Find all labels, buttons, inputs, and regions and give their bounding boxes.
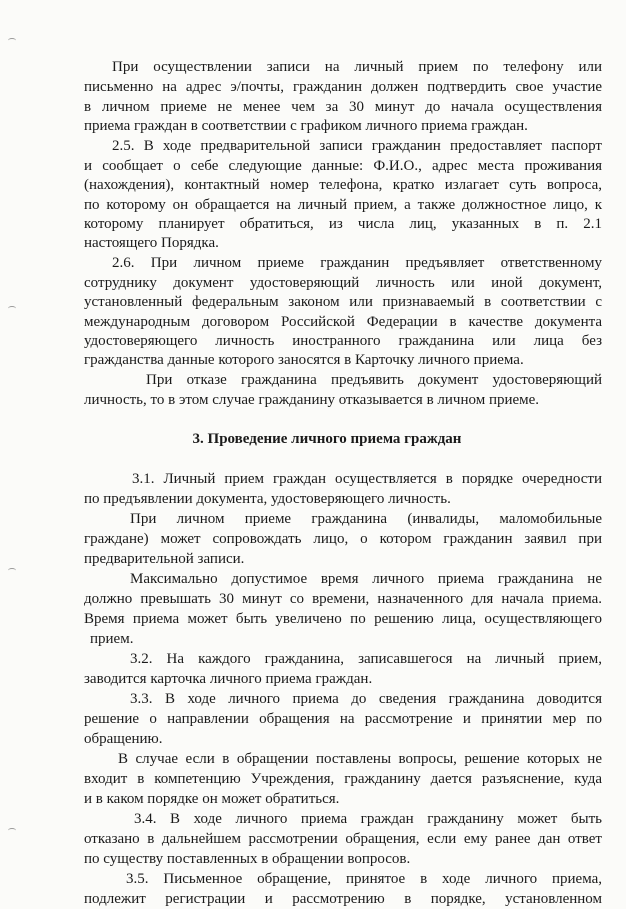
paragraph-line: и в каком порядке он может обратиться. xyxy=(84,791,340,807)
paragraph-line: 2.6. При личном приеме гражданин предъявляет ответственному xyxy=(112,255,602,271)
paragraph-line: граждане) может сопровождать лицо, о котором гражданин заявил при xyxy=(84,531,602,547)
paragraph-line: предварительной записи. xyxy=(84,551,245,567)
paragraph-line: отказано в дальнейшем рассмотрении обращения, если ему ранее дан ответ xyxy=(84,831,602,847)
paragraph-line: и сообщает о себе следующие данные: Ф.И.О., адрес места проживания xyxy=(84,158,602,174)
paragraph-line: удостоверяющего личность иностранного гражданина или лица без xyxy=(84,333,602,349)
paragraph-line: входит в компетенцию Учреждения, гражданину дается разъяснение, куда xyxy=(84,771,602,787)
paragraph-line: по предъявлении документа, удостоверяющего личность. xyxy=(84,491,451,507)
paragraph-line: При личном приеме гражданина (инвалиды, маломобильные xyxy=(130,511,602,527)
paragraph-line: При отказе гражданина предъявить документ удостоверяющий xyxy=(146,372,602,388)
paragraph-line: 3.2. На каждого гражданина, записавшегося на личный прием, xyxy=(130,651,602,667)
paragraph-line: по существу поставленных в обращении вопросов. xyxy=(84,851,411,867)
paragraph-line: международным договором Российской Федерации в качестве документа xyxy=(84,314,602,330)
paragraph-line: письменно на адрес э/почты, гражданин должен подтвердить свое участие xyxy=(84,79,602,95)
binder-hole-mark xyxy=(8,38,16,43)
paragraph-line: настоящего Порядка. xyxy=(84,235,219,251)
paragraph-line: 3.3. В ходе личного приема до сведения гражданина доводится xyxy=(130,691,602,707)
paragraph-line: 2.5. В ходе предварительной записи гражданин предоставляет паспорт xyxy=(112,138,602,154)
paragraph-line: 3.1. Личный прием граждан осуществляется в порядке очередности xyxy=(132,471,602,487)
paragraph-line: Максимально допустимое время личного приема гражданина не xyxy=(130,571,602,587)
paragraph-line: 3.4. В ходе личного приема граждан гражданину может быть xyxy=(134,811,602,827)
paragraph-line: Время приема может быть увеличено по решению лица, осуществляющего xyxy=(84,611,602,627)
section-heading: 3. Проведение личного приема граждан xyxy=(192,431,462,447)
paragraph-line: При осуществлении записи на личный прием по телефону или xyxy=(112,59,602,75)
paragraph-line: сотруднику документ удостоверяющий личность или иной документ, xyxy=(84,275,602,291)
paragraph-line: приема граждан в соответствии с графиком личного приема граждан. xyxy=(84,118,528,134)
paragraph-line: которому планирует обратиться, из числа лиц, указанных в п. 2.1 xyxy=(84,216,602,232)
paragraph-line: в личном приеме не менее чем за 30 минут до начала осуществления xyxy=(84,99,602,115)
paragraph-line: обращению. xyxy=(84,731,163,747)
binder-hole-mark xyxy=(8,306,16,311)
binder-hole-mark xyxy=(8,828,16,833)
paragraph-line: гражданства данные которого заносятся в Карточку личного приема. xyxy=(84,352,524,368)
paragraph-line: установленный федеральным законом или признаваемый в соответствии с xyxy=(84,294,602,310)
paragraph-line: прием. xyxy=(90,631,134,647)
paragraph-line: личность, то в этом случае гражданину отказывается в личном приеме. xyxy=(84,392,540,408)
paragraph-line: В случае если в обращении поставлены вопросы, решение которых не xyxy=(118,751,602,767)
paragraph-line: по которому он обращается на личный прием, а также должностное лицо, к xyxy=(84,197,602,213)
paragraph-line: подлежит регистрации и рассмотрению в порядке, установленном xyxy=(84,891,602,907)
paragraph-line: (нахождения), контактный номер телефона, кратко излагает суть вопроса, xyxy=(84,177,602,193)
binder-hole-mark xyxy=(8,568,16,573)
paragraph-line: 3.5. Письменное обращение, принятое в ходе личного приема, xyxy=(126,871,602,887)
paragraph-line: заводится карточка личного приема граждан. xyxy=(84,671,373,687)
paragraph-line: должно превышать 30 минут со времени, назначенного для начала приема. xyxy=(84,591,602,607)
paragraph-line: решение о направлении обращения на рассмотрение и принятии мер по xyxy=(84,711,602,727)
